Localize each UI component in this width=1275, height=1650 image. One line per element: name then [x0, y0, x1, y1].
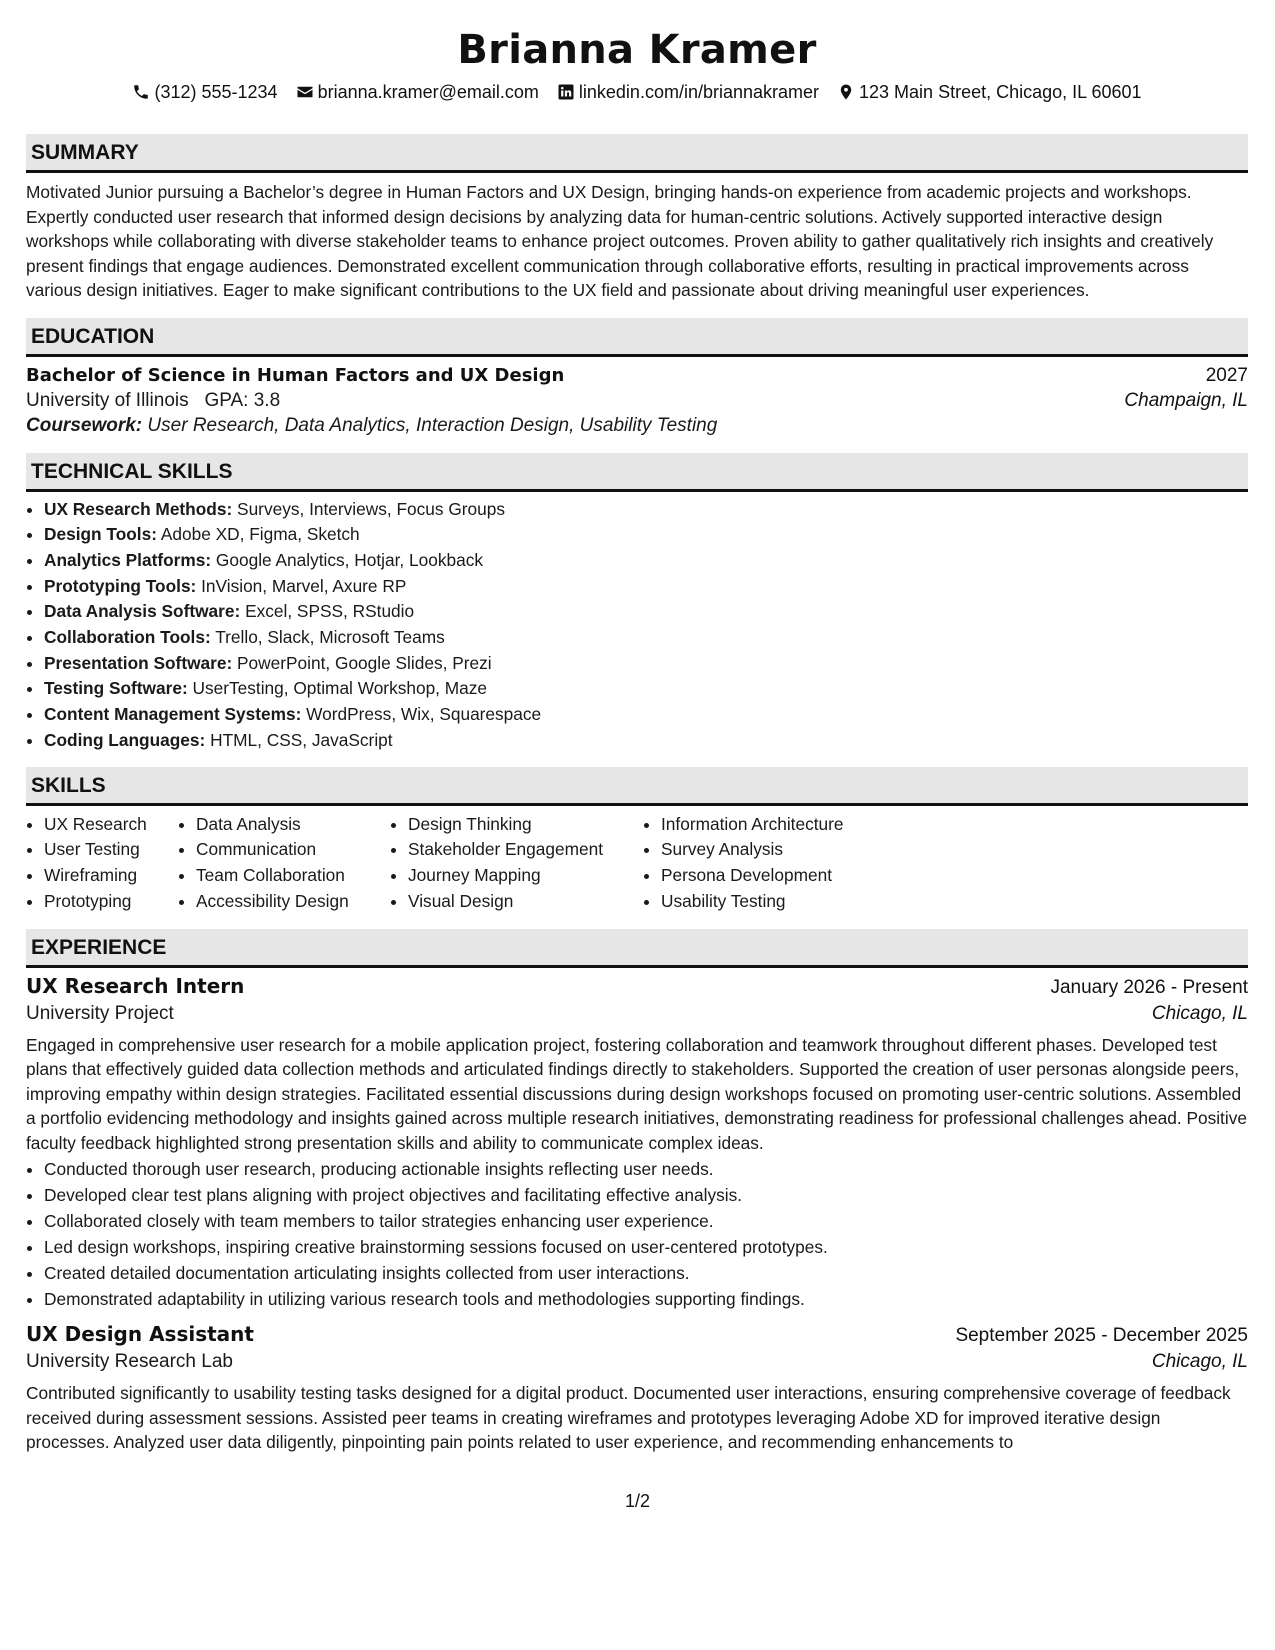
skill-item: • Team Collaboration: [196, 863, 390, 889]
skill-item: • Journey Mapping: [408, 863, 643, 889]
skill-item: • Stakeholder Engagement: [408, 837, 643, 863]
coursework-label: Coursework:: [26, 414, 143, 436]
skill-item: • Data Analysis: [196, 812, 390, 838]
skill-item: • Wireframing: [44, 863, 178, 889]
graduation-year: 2027: [1205, 364, 1248, 386]
skills-column-3: [390, 812, 643, 915]
school-name: University of Illinois: [26, 389, 189, 411]
map-pin-icon: [837, 83, 855, 101]
job-org-row: [26, 1003, 1248, 1025]
education-heading: EDUCATION: [26, 318, 1248, 357]
job-entry: [26, 974, 1248, 1313]
tech-skill-item: • Content Management Systems: WordPress, Wix, Squarespace: [44, 702, 1248, 728]
skill-item: • Persona Development: [661, 863, 921, 889]
school-info: [26, 390, 280, 412]
envelope-icon: [296, 83, 314, 101]
technical-skills-heading: TECHNICAL SKILLS: [26, 453, 1248, 492]
skills-column-4: [643, 812, 921, 915]
education-school-row: [26, 390, 1248, 412]
experience-heading: EXPERIENCE: [26, 929, 1248, 968]
contact-phone[interactable]: [132, 80, 277, 104]
job-location: Chicago, IL: [1151, 1002, 1248, 1024]
job-description: Contributed significantly to usability testing tasks designed for a digital product. Documented user interactions, ensuring comprehensive coverage of feedback received during assessment sessions. Assisted peer teams in creating wireframes and prototypes leveraging Adobe XD for improved iterative design processes. Analyzed user data diligently, pinpointing pain points related to user experience, and recommending enhancements to: [26, 1383, 1231, 1453]
phone-icon: [132, 83, 150, 101]
tech-skill-item: • Design Tools: Adobe XD, Figma, Sketch: [44, 522, 1248, 548]
tech-skill-item: • Presentation Software: PowerPoint, Google Slides, Prezi: [44, 651, 1248, 677]
tech-skill-item: • Collaboration Tools: Trello, Slack, Microsoft Teams: [44, 625, 1248, 651]
school-location: Champaign, IL: [1124, 389, 1248, 411]
linkedin-text: linkedin.com/in/briannakramer: [578, 82, 820, 102]
tech-skill-item: • Prototyping Tools: InVision, Marvel, Axure RP: [44, 574, 1248, 600]
job-title-row: [26, 1322, 1248, 1347]
job-dates: September 2025 - December 2025: [955, 1325, 1248, 1347]
contact-email[interactable]: [296, 80, 539, 104]
skill-item: • Survey Analysis: [661, 837, 921, 863]
tech-skill-item: • Testing Software: UserTesting, Optimal Workshop, Maze: [44, 676, 1248, 702]
contact-address: [837, 80, 1142, 104]
skills-column-1: [26, 812, 178, 915]
skill-item: • Usability Testing: [661, 889, 921, 915]
page-number: 1/2: [624, 1491, 651, 1511]
tech-skill-item: • Coding Languages: HTML, CSS, JavaScript: [44, 728, 1248, 754]
job-bullets: [26, 1156, 1248, 1312]
job-location: Chicago, IL: [1151, 1351, 1248, 1373]
technical-skills-list: [26, 497, 1248, 754]
coursework-text: User Research, Data Analytics, Interaction Design, Usability Testing: [147, 414, 718, 436]
skill-item: • Design Thinking: [408, 812, 643, 838]
phone-text: (312) 555-1234: [154, 82, 278, 102]
skills-heading: SKILLS: [26, 767, 1248, 806]
job-org-row: [26, 1351, 1248, 1373]
skill-item: • Accessibility Design: [196, 889, 390, 915]
job-title-row: [26, 974, 1248, 999]
job-bullet: • Created detailed documentation articulating insights collected from user interactions.: [44, 1260, 1248, 1286]
job-description: Engaged in comprehensive user research for a mobile application project, fostering collaboration and teamwork throughout different phases. Developed test plans that effectively guided data collection methods and articulated findings directly to stakeholders. Supported the creation of user personas alongside peers, improving empathy within design strategies. Facilitated essential discussions during design workshops focused on promoting user-centric solutions. Assembled a portfolio evidencing methodology and insights gained across multiple research initiatives, demonstrating readiness for professional challenges ahead. Positive faculty feedback highlighted strong presentation skills and ability to communicate complex ideas.: [26, 1034, 1247, 1153]
job-bullet: • Led design workshops, inspiring creative brainstorming sessions focused on user-centered prototypes.: [44, 1234, 1248, 1260]
summary-text: Motivated Junior pursuing a Bachelor’s degree in Human Factors and UX Design, bringing hands-on experience from academic projects and workshops. Expertly conducted user research that informed design decisions by analyzing data for human-centric solutions. Actively supported interactive design workshops while collaborating with diverse stakeholder teams to enhance project outcomes. Proven ability to gather qualitatively rich insights and creatively present findings that engage audiences. Demonstrated excellent communication through collaborative efforts, resulting in practical improvements across various design initiatives. Eager to make significant contributions to the UX field and passionate about driving meaningful user experiences.: [26, 182, 1214, 300]
resume-page: [26, 0, 1248, 1650]
job-organization: University Project: [26, 1002, 174, 1024]
job-organization: University Research Lab: [26, 1351, 233, 1373]
skill-item: • UX Research: [44, 812, 178, 838]
contact-bar: [26, 80, 1248, 104]
skill-item: • Communication: [196, 837, 390, 863]
linkedin-icon: [557, 83, 575, 101]
candidate-name: Brianna Kramer: [457, 27, 817, 73]
address-text: 123 Main Street, Chicago, IL 60601: [859, 82, 1142, 102]
gpa: GPA: 3.8: [204, 389, 281, 411]
tech-skill-item: • Analytics Platforms: Google Analytics, Hotjar, Lookback: [44, 548, 1248, 574]
skills-grid: [26, 812, 1248, 915]
job-bullet: • Developed clear test plans aligning with project objectives and facilitating effective analysis.: [44, 1182, 1248, 1208]
tech-skill-item: • UX Research Methods: Surveys, Interviews, Focus Groups: [44, 497, 1248, 523]
job-title: UX Design Assistant: [26, 1322, 254, 1347]
degree-title: Bachelor of Science in Human Factors and UX Design: [26, 364, 565, 386]
job-bullet: • Demonstrated adaptability in utilizing various research tools and methodologies supporting findings.: [44, 1286, 1248, 1312]
education-degree-row: [26, 365, 1248, 387]
summary-heading: SUMMARY: [26, 134, 1248, 173]
contact-linkedin[interactable]: [557, 80, 819, 104]
skills-column-2: [178, 812, 390, 915]
skill-item: • User Testing: [44, 837, 178, 863]
job-bullet: • Conducted thorough user research, producing actionable insights reflecting user needs.: [44, 1156, 1248, 1182]
job-dates: January 2026 - Present: [1050, 976, 1248, 998]
coursework-line: [26, 415, 1248, 437]
skill-item: • Information Architecture: [661, 812, 921, 838]
tech-skill-item: • Data Analysis Software: Excel, SPSS, RStudio: [44, 599, 1248, 625]
job-title: UX Research Intern: [26, 973, 245, 998]
skill-item: • Prototyping: [44, 889, 178, 915]
skill-item: • Visual Design: [408, 889, 643, 915]
job-bullet: • Collaborated closely with team members to tailor strategies enhancing user experience.: [44, 1208, 1248, 1234]
email-text: brianna.kramer@email.com: [317, 82, 539, 102]
job-entry: [26, 1322, 1248, 1455]
